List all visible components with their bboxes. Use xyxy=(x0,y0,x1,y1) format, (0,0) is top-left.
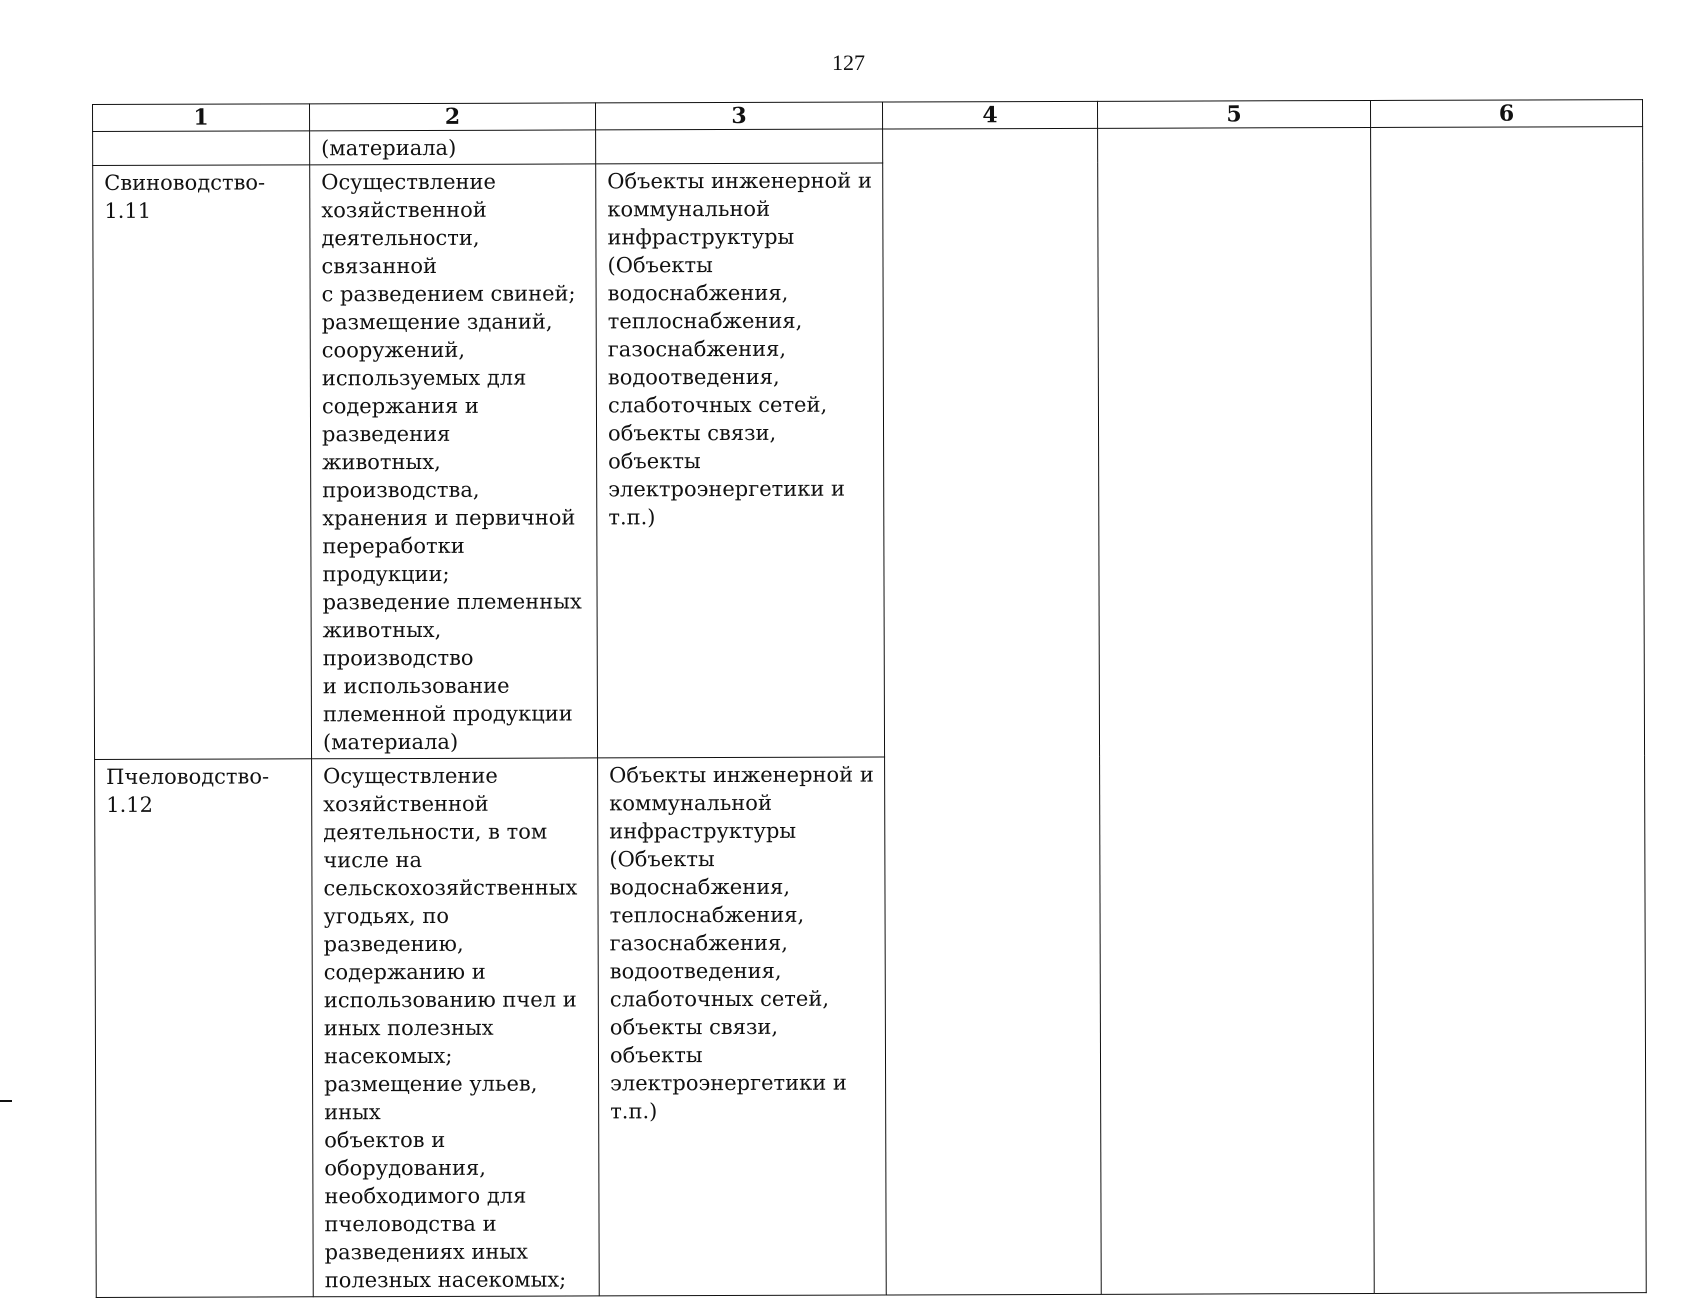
continuation-col2: (материала) xyxy=(310,130,596,165)
column-4-empty xyxy=(883,128,1102,1295)
column-header-1: 1 xyxy=(93,104,310,132)
continuation-row xyxy=(93,127,1643,166)
row-2-type-code: Пчеловодство- 1.12 xyxy=(95,759,314,1298)
table-container xyxy=(92,99,1646,1298)
row-1-type-code: Свиноводство- 1.11 xyxy=(93,165,312,760)
row-1-objects: Объекты инженерной и коммунальной инфраструктуры (Объекты водоснабжения, теплоснабжения, газоснабжения, водоотведения, слаботочных сетей, объекты связи, объекты электроэнергетики и т.п.) xyxy=(596,163,885,758)
continuation-col3 xyxy=(596,129,883,164)
column-header-3: 3 xyxy=(595,102,882,130)
continuation-col1 xyxy=(93,131,310,166)
edge-mark xyxy=(0,1100,12,1102)
land-use-table xyxy=(92,99,1647,1298)
column-header-5: 5 xyxy=(1097,100,1370,128)
row-2-description: Осуществление хозяйственной деятельности, в том числе на сельскохозяйственных угодьях, по разведению, содержанию и использованию пчел и иных полезных насекомых; размещение ульев, иных объектов и оборудования, необходимого для пчеловодства и разведениях иных полезных насекомых; xyxy=(312,758,600,1297)
row-1-description: Осуществление хозяйственной деятельности, связанной с разведением свиней; размещение зданий, сооружений, используемых для содержания и разведения животных, производства, хранения и первичной переработки продукции; разведение племенных животных, производство и использование племенной продукции (материала) xyxy=(310,164,598,759)
page-number: 127 xyxy=(832,50,865,75)
column-6-empty xyxy=(1371,127,1647,1294)
column-header-6: 6 xyxy=(1370,100,1642,128)
column-header-2: 2 xyxy=(310,103,596,131)
column-5-empty xyxy=(1098,127,1375,1294)
column-header-4: 4 xyxy=(882,101,1097,129)
row-2-objects: Объекты инженерной и коммунальной инфраструктуры (Объекты водоснабжения, теплоснабжения, газоснабжения, водоотведения, слаботочных сетей, объекты связи, объекты электроэнергетики и т.п.) xyxy=(598,757,887,1296)
